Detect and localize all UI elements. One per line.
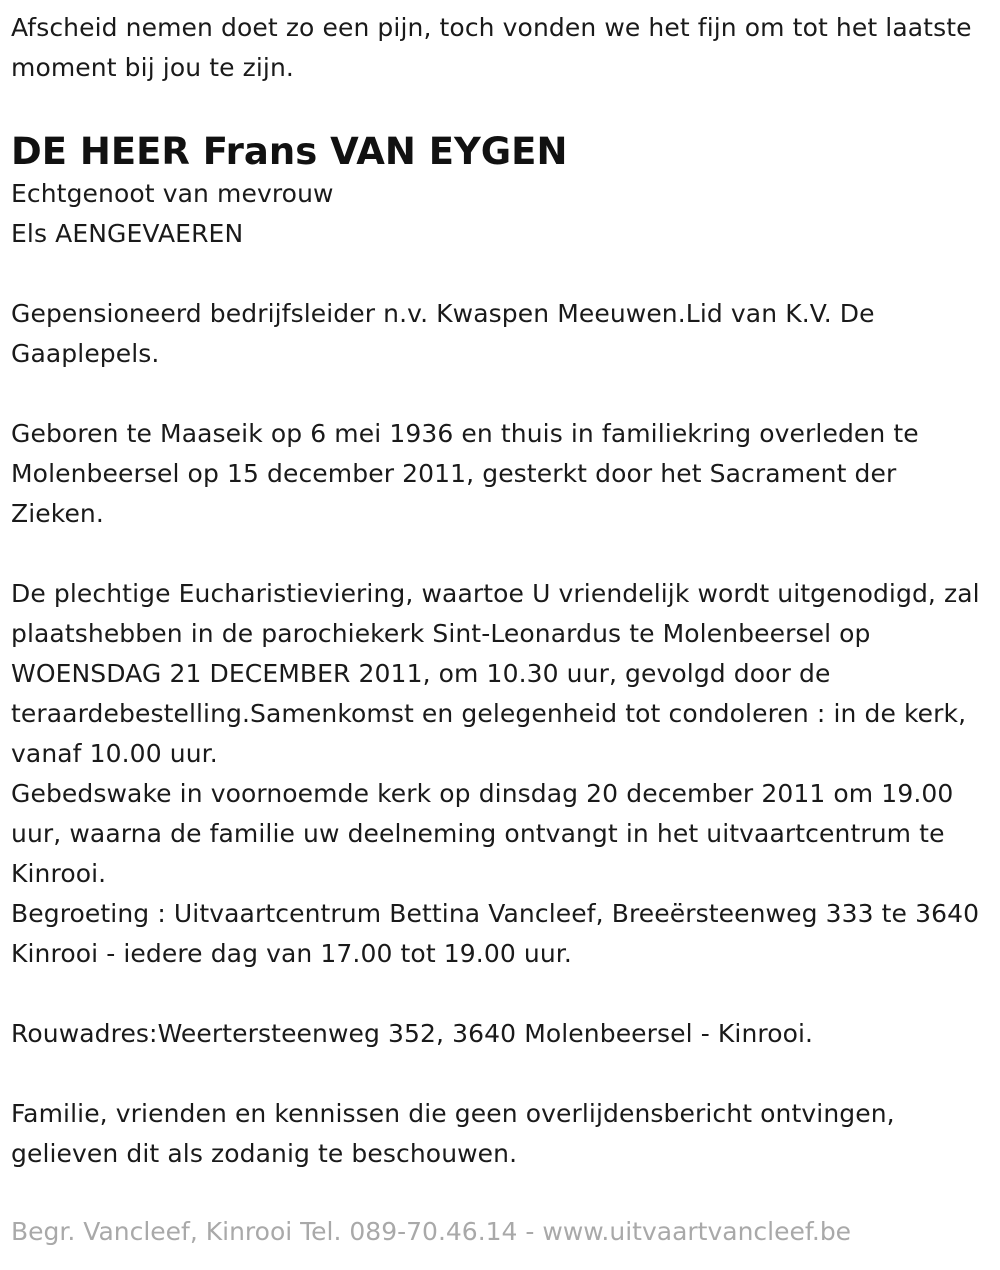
spouse-line-1: Echtgenoot van mevrouw <box>11 179 334 208</box>
spouse-line-2: Els AENGEVAEREN <box>11 219 244 248</box>
deceased-name: DE HEER Frans VAN EYGEN <box>11 130 568 173</box>
ceremony-paragraph: De plechtige Eucharistieviering, waartoe U vriendelijk wordt uitgenodigd, zal plaatshebben in de parochiekerk Sint-Leonardus te Molenbeersel op WOENSDAG 21 DECEMBER 2011, om 10.30 uur, gevolgd door de teraardebestelling.Samenkomst en gelegenheid tot condoleren : in de kerk, vanaf 10.00 uur. <box>11 579 980 768</box>
spouse-info <box>11 174 991 254</box>
occupation-paragraph: Gepensioneerd bedrijfsleider n.v. Kwaspen Meeuwen.Lid van K.V. De Gaaplepels. <box>11 299 875 368</box>
intro-verse: Afscheid nemen doet zo een pijn, toch vonden we het fijn om tot het laatste moment bij jou te zijn. <box>11 13 972 82</box>
funeral-home-footer: Begr. Vancleef, Kinrooi Tel. 089-70.46.14 - www.uitvaartvancleef.be <box>11 1217 852 1246</box>
vigil-paragraph: Gebedswake in voornoemde kerk op dinsdag 20 december 2011 om 19.00 uur, waarna de familie uw deelneming ontvangt in het uitvaartcentrum te Kinrooi. <box>11 779 954 888</box>
greeting-paragraph: Begroeting : Uitvaartcentrum Bettina Vancleef, Breeërsteenweg 333 te 3640 Kinrooi - iedere dag van 17.00 tot 19.00 uur. <box>11 899 980 968</box>
obituary-notice <box>11 8 991 1174</box>
birth-death-paragraph: Geboren te Maaseik op 6 mei 1936 en thuis in familiekring overleden te Molenbeersel op 15 december 2011, gesterkt door het Sacrament der Zieken. <box>11 419 919 528</box>
mourning-address: Rouwadres:Weertersteenweg 352, 3640 Molenbeersel - Kinrooi. <box>11 1019 814 1048</box>
notice-paragraph: Familie, vrienden en kennissen die geen overlijdensbericht ontvingen, gelieven dit als zodanig te beschouwen. <box>11 1099 895 1168</box>
